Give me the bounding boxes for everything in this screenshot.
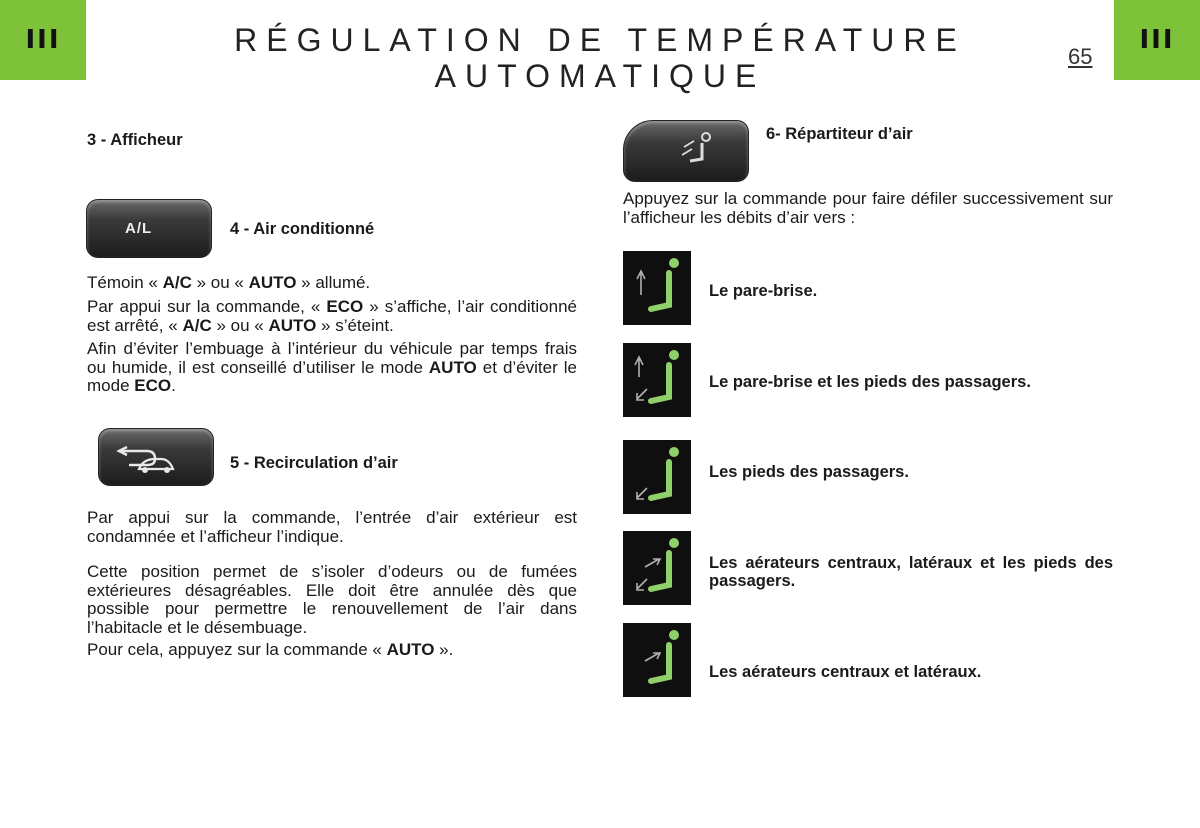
- page-title-line-1: RÉGULATION DE TEMPÉRATURE: [234, 22, 966, 58]
- ac-button-label: A/L: [125, 220, 153, 237]
- s5-paragraph-1: Par appui sur la commande, l’entrée d’air extérieur est condamnée et l’afficheur l’indique.: [87, 508, 577, 546]
- section-5-heading: 5 - Recirculation d’air: [230, 454, 398, 472]
- ac-button-image: [86, 199, 212, 258]
- recirculation-button-image: [98, 428, 214, 486]
- mode-label-windscreen-feet: Le pare-brise et les pieds des passagers.: [709, 373, 1031, 391]
- page-number: 65: [1068, 44, 1093, 69]
- mode-label-vents-feet: Les aérateurs centraux, latéraux et les pieds des passagers.: [709, 554, 1113, 590]
- section-3-heading: 3 - Afficheur: [87, 131, 183, 149]
- recirculation-icon: [99, 429, 213, 485]
- section-4-heading: 4 - Air conditionné: [230, 220, 375, 238]
- vents-feet-icon: [623, 531, 691, 605]
- chapter-tab-left: [0, 0, 86, 80]
- windscreen-feet-icon: [623, 343, 691, 417]
- chapter-number: III: [25, 25, 61, 55]
- s4-paragraph-3: Afin d’éviter l’embuage à l’intérieur du véhicule par temps frais ou humide, il est conseillé d’utiliser le mode AUTO et d’éviter le mode ECO.: [87, 339, 577, 395]
- vents-icon: [623, 623, 691, 697]
- feet-icon: [623, 440, 691, 514]
- seat-airflow-icon: [624, 121, 748, 181]
- mode-label-feet: Les pieds des passagers.: [709, 463, 909, 481]
- s5-paragraph-3: Pour cela, appuyez sur la commande « AUTO ».: [87, 640, 454, 659]
- s4-paragraph-1: Témoin « A/C » ou « AUTO » allumé.: [87, 273, 371, 292]
- s4-paragraph-2: Par appui sur la commande, « ECO » s’affiche, l’air conditionné est arrêté, « A/C » ou « AUTO » s’éteint.: [87, 297, 577, 335]
- page-title-line-2: AUTOMATIQUE: [434, 58, 766, 94]
- air-distribution-button-image: [623, 120, 749, 182]
- mode-label-vents: Les aérateurs centraux et latéraux.: [709, 663, 982, 681]
- s6-intro: Appuyez sur la commande pour faire défiler successivement sur l’afficheur les débits d’air vers :: [623, 189, 1113, 227]
- windscreen-icon: [623, 251, 691, 325]
- s5-paragraph-2: Cette position permet de s’isoler d’odeurs ou de fumées extérieures désagréables. Elle doit être annulée dès que possible pour permettre le renouvellement de l’air dans l’habitacle et le désembuage.: [87, 562, 577, 637]
- chapter-tab-right: [1114, 0, 1200, 80]
- chapter-number: III: [1139, 25, 1175, 55]
- mode-label-windscreen: Le pare-brise.: [709, 282, 818, 300]
- section-6-heading: 6- Répartiteur d’air: [766, 125, 913, 143]
